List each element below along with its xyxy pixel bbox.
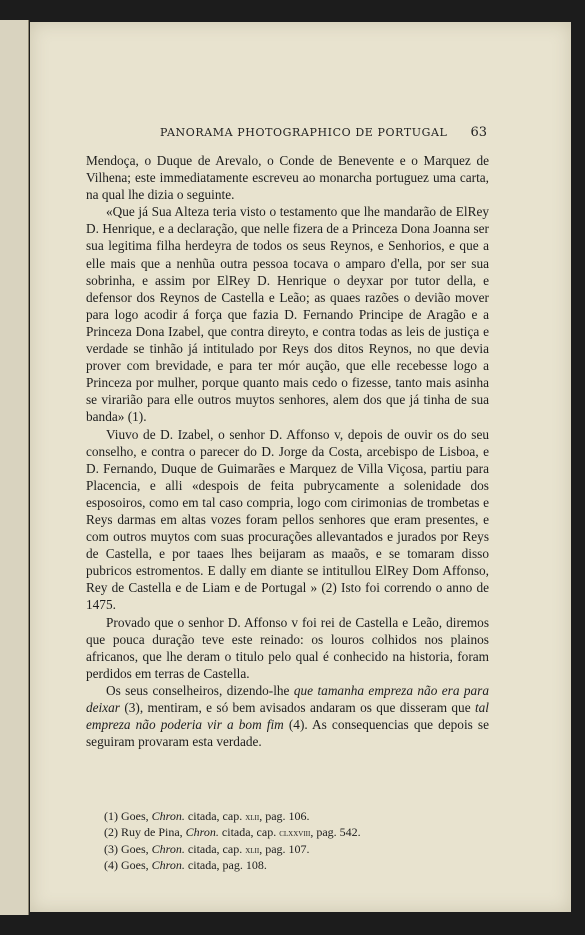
footnote-italic-text: Chron. [185,825,219,840]
footnote [104,825,484,841]
page-number: 63 [470,125,487,140]
footnote-italic-text: Chron. [151,857,185,872]
paragraph [86,203,489,425]
paragraph-text: Mendoça, o Duque de Arevalo, o Conde de Benevente e o Marquez de Vilhena; este immediatamente escreveu ao monarcha portuguez uma carta, na qual lhe dizia o seguinte. [86,153,489,203]
paragraph-text: Provado que o senhor D. Affonso v foi rei de Castella e Leão, diremos que pouca duração teve este reinado: os louros colhidos nos plainos africanos, que lhe deram o titulo pelo qual é conhecido na historia, foram perdidos em terras de Castella. [86,614,489,681]
paragraph [86,152,489,203]
facing-page-edge [0,20,29,915]
footnote-text: citada, cap. [184,809,246,823]
footnote-text: , pag. 107. [259,841,310,856]
footnote [104,858,484,872]
paragraph-text: Os seus conselheiros, dizendo-lhe [106,682,294,698]
paragraph [86,426,489,614]
paragraph [86,682,489,750]
footnote [104,842,484,858]
page-header [30,126,571,146]
paragraph [86,614,489,682]
running-title: PANORAMA PHOTOGRAPHICO DE PORTUGAL [160,126,448,139]
footnote-italic-text: Chron. [151,841,185,856]
footnote [104,809,484,825]
footnote-text: clxxviii [279,828,311,840]
footnote-number: (3) [104,841,118,856]
body-text [86,152,489,750]
footnote-text: Goes, [118,809,152,823]
italic-text: que tamanha empreza não era para deixar [86,682,489,715]
paragraph-text: Viuvo de D. Izabel, o senhor D. Affonso v, depois de ouvir os do seu conselho, e contra o parecer do D. Jorge da Costa, arcebispo de Lisboa, e D. Fernando, Duque de Guimarães e Marquez de Villa Viçosa, partiu para Placencia, e alli «despois de feita pubrycamente a solenidade dos esposoiros, como em tal caso compria, logo com cirimonias de trombetas e Reys darmas em altas vozes foram pellos senhores que eram presentes, e com outros muytos com suas procurações allevantados e jurados por Reys de Castella, e por taaes lhes beijaram as maaõs, e se tomaram disso pubricos estromentos. E dally em diante se intitullou ElRey Dom Affonso, Rey de Castella e de Liam e de Portugal » (2) Isto foi correndo o anno de 1475. [86,426,489,613]
paragraph-text: «Que já Sua Alteza teria visto o testamento que lhe mandarão de ElRey D. Henrique, e a declaração, que nelle fizera de a Princeza Dona Joanna ser sua legitima filha herdeyra de todos os seus Reynos, e Senhorios, e que a elle mais que a nenhũa outra pessoa tocava o amparo d'ella, por ser sua sobrinha, e assim por ElRey D. Henrique o deyxar por tutor della, e defensor dos Reynos de Castella e Leão; as quaes razões o devião mover para logo acodir á força que fazia D. Fernando Principe de Aragão e a Princeza Dona Izabel, que contra direyto, e contra todas as leis de justiça e verdade se tinhão já intitulado por Reys dos ditos Reynos, no que devia prover com brevidade, e para ter mór aução, que elle recebesse logo a Princeza por mulher, porque quanto mais cedo o fizesse, tanto mais asinha se virarião para elle outros muytos senhores, alem dos que já tinha de sua banda» (1). [86,204,489,425]
footnote-text: , pag. 106. [259,809,310,823]
footnote-text: , pag. 542. [310,825,361,840]
footnote-text: Goes, [118,841,152,856]
book-page [30,22,571,912]
footnote-number: (4) [104,857,118,872]
footnote-text: xlii [245,812,260,823]
footnote-text: citada, cap. [218,825,280,840]
paragraph-text: (4). As consequencias que depois se seguiram provaram esta verdade. [86,717,490,750]
footnote-italic-text: Chron. [151,809,185,823]
footnote-text: Goes, [118,857,152,872]
footnote-text: citada, cap. [184,841,246,856]
footnote-number: (2) [104,825,118,840]
footnote-text: xlii [245,844,260,856]
italic-text: tal empreza não poderia vir a bom fim [86,700,489,733]
paragraph-text: (3), mentiram, e só bem avisados andaram os que disseram que [119,700,475,715]
footnote-text: Ruy de Pina, [118,825,186,840]
footnotes [104,809,484,872]
footnote-text: citada, pag. 108. [184,857,267,872]
footnote-number: (1) [104,809,118,823]
